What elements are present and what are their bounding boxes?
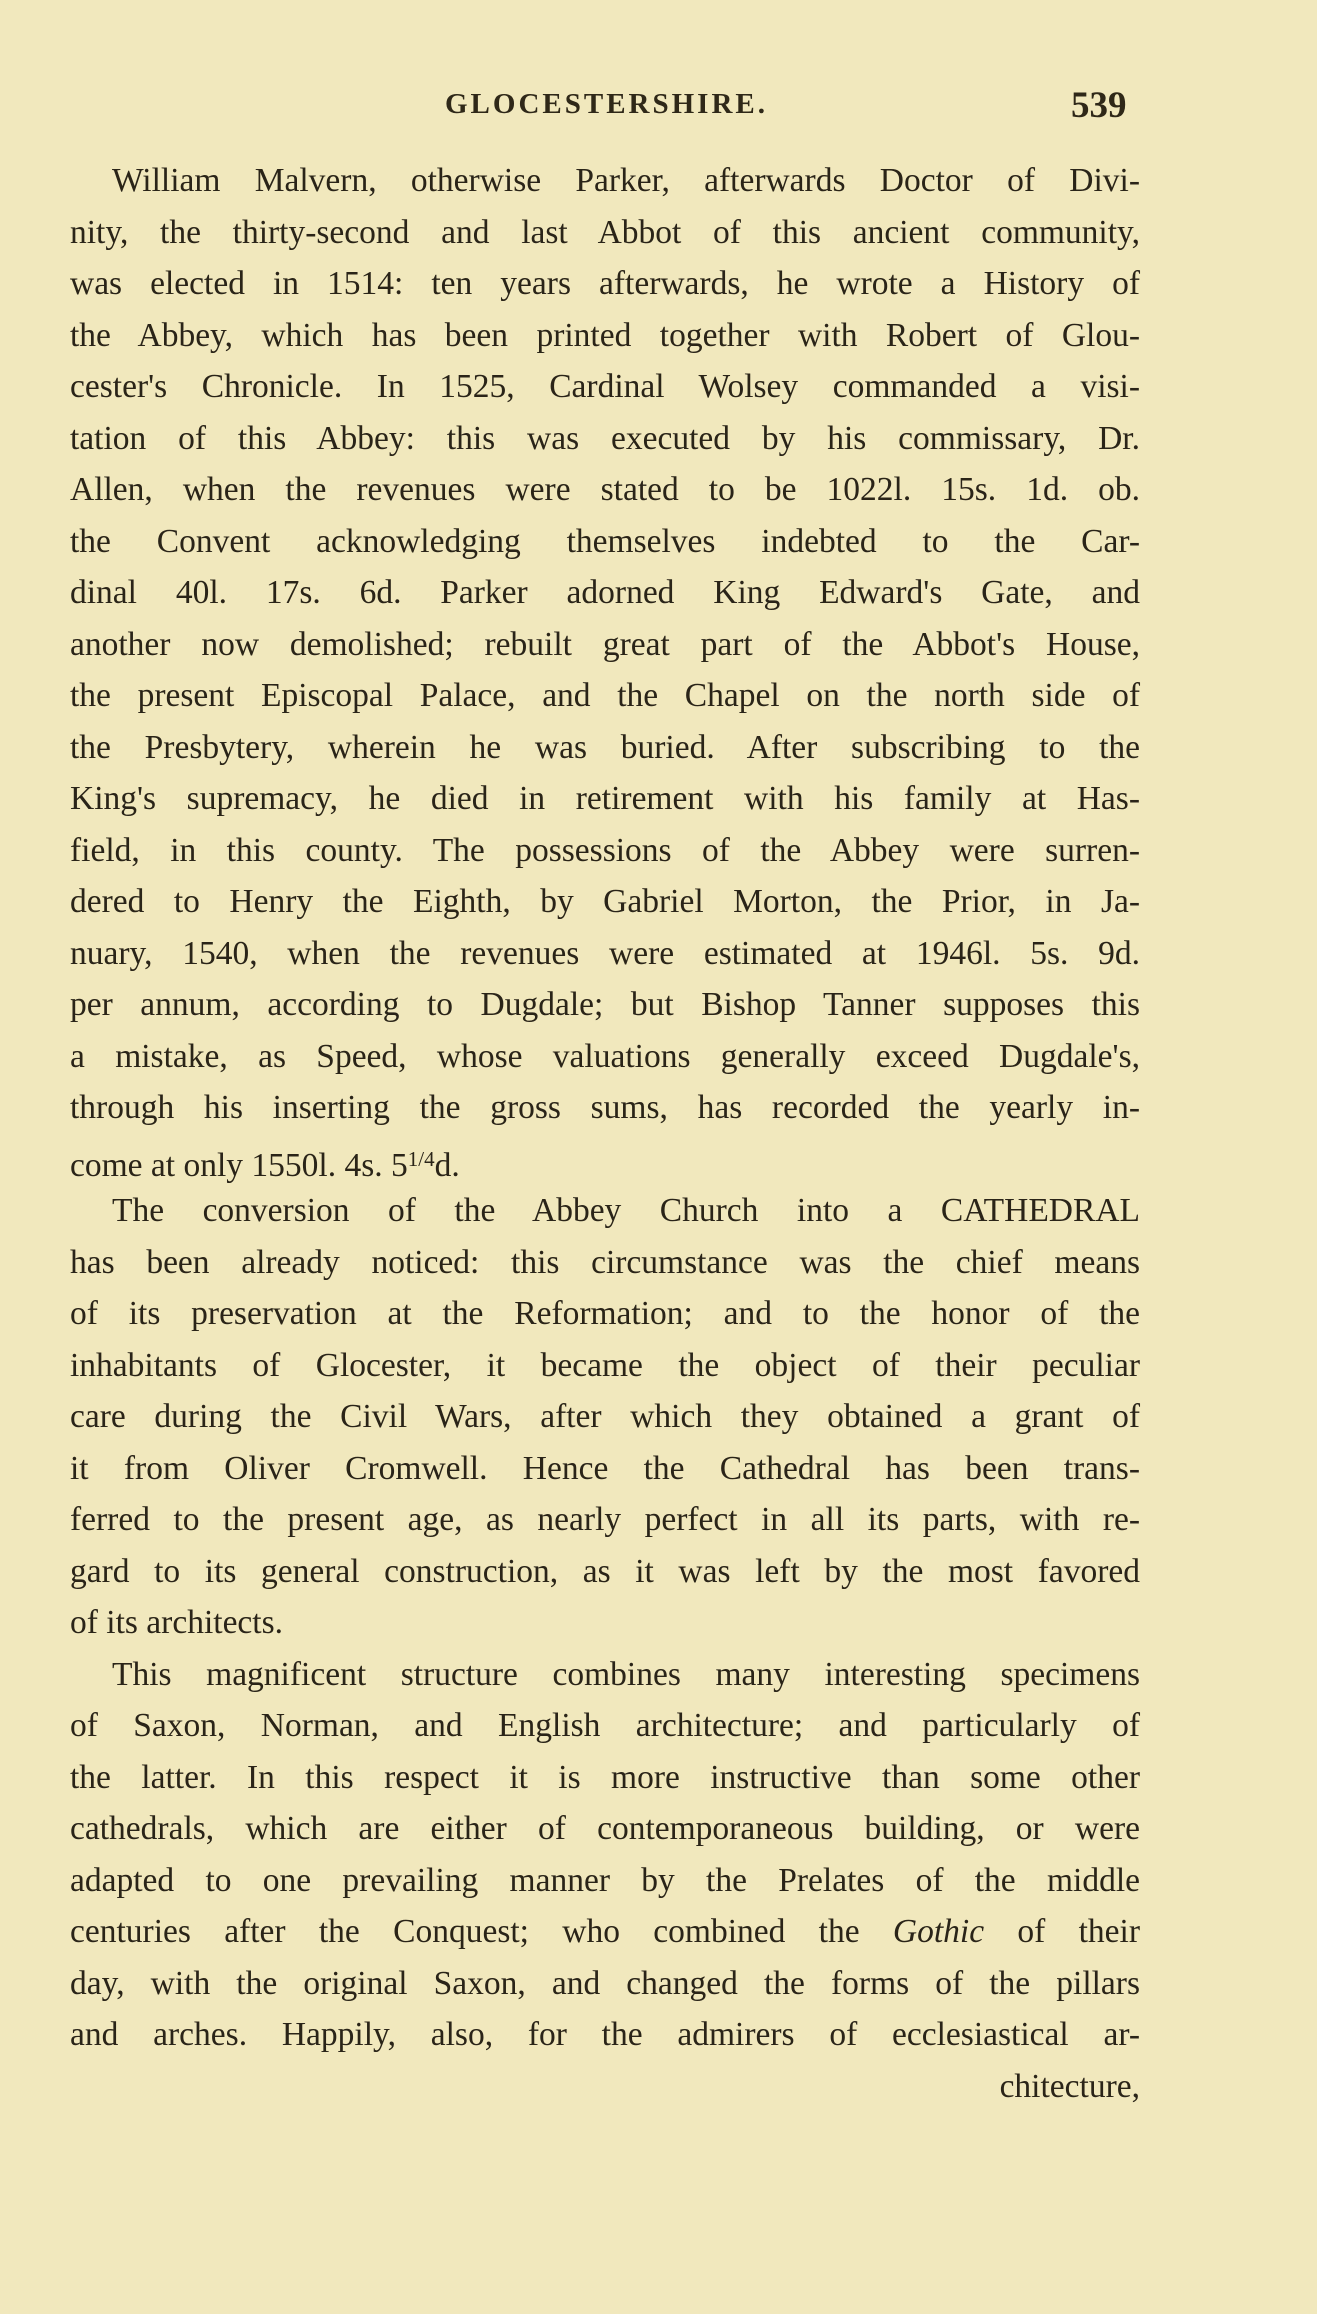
text-line: The conversion of the Abbey Church into a CATHEDRAL <box>112 1192 1140 1229</box>
text-line: field, in this county. The possessions of the Abbey were surren- <box>70 831 1140 869</box>
text-line: adapted to one prevailing manner by the Prelates of the middle <box>70 1861 1140 1899</box>
text-line: was elected in 1514: ten years afterwards, he wrote a History of <box>70 265 1140 302</box>
text-line: of its architects. <box>70 1604 284 1641</box>
text-line: per annum, according to Dugdale; but Bishop Tanner supposes this <box>70 986 1140 1023</box>
text-line: dinal 40l. 17s. 6d. Parker adorned King Edward's Gate, and <box>70 574 1140 611</box>
text-line: the Convent acknowledging themselves indebted to the Car- <box>70 522 1140 560</box>
text-line-with-fraction <box>70 1134 1140 1186</box>
text-line: cathedrals, which are either of contemporaneous building, or were <box>70 1810 1140 1847</box>
text-line: nuary, 1540, when the revenues were estimated at 1946l. 5s. 9d. <box>70 934 1140 972</box>
text-line: William Malvern, otherwise Parker, afterwards Doctor of Divi- <box>112 162 1140 199</box>
text-line: dered to Henry the Eighth, by Gabriel Morton, the Prior, in Ja- <box>70 883 1140 920</box>
text-line: and arches. Happily, also, for the admirers of ecclesiastical ar- <box>70 2016 1140 2053</box>
page-number: 539 <box>1071 85 1127 126</box>
fraction-denominator: 4 <box>424 1146 435 1171</box>
text-line-start: come at only 1550l. 4s. 5 <box>70 1146 408 1184</box>
text-line: of Saxon, Norman, and English architecture; and particularly of <box>70 1707 1140 1744</box>
running-head-title: GLOCESTERSHIRE. <box>445 88 769 120</box>
text-line-end: of their <box>984 1913 1140 1950</box>
text-line: has been already noticed: this circumstance was the chief means <box>70 1243 1140 1281</box>
text-line: of its preservation at the Reformation; and to the honor of the <box>70 1295 1140 1332</box>
text-line: nity, the thirty-second and last Abbot of this ancient community, <box>70 213 1140 251</box>
text-line: ferred to the present age, as nearly perfect in all its parts, with re- <box>70 1501 1140 1538</box>
text-line: the Abbey, which has been printed together with Robert of Glou- <box>70 316 1140 354</box>
body-text <box>70 155 1140 2112</box>
text-line: the latter. In this respect it is more instructive than some other <box>70 1758 1140 1796</box>
text-line-start: centuries after the Conquest; who combined the <box>70 1913 893 1950</box>
text-line: This magnificent structure combines many interesting specimens <box>112 1655 1140 1693</box>
text-line: a mistake, as Speed, whose valuations generally exceed Dugdale's, <box>70 1037 1140 1075</box>
text-line: through his inserting the gross sums, has recorded the yearly in- <box>70 1089 1140 1126</box>
text-line: inhabitants of Glocester, it became the object of their peculiar <box>70 1346 1140 1384</box>
text-line: care during the Civil Wars, after which they obtained a grant of <box>70 1398 1140 1435</box>
running-head <box>0 85 1317 128</box>
text-line: the Presbytery, wherein he was buried. After subscribing to the <box>70 728 1140 766</box>
text-line: it from Oliver Cromwell. Hence the Cathedral has been trans- <box>70 1449 1140 1487</box>
fraction: 1/4 <box>407 1146 435 1171</box>
italic-word: Gothic <box>892 1913 985 1950</box>
fraction-suffix: d. <box>434 1146 460 1184</box>
catchword: chitecture, <box>999 2067 1140 2105</box>
text-line: gard to its general construction, as it was left by the most favored <box>70 1552 1140 1590</box>
text-line: tation of this Abbey: this was executed by his commissary, Dr. <box>70 419 1140 457</box>
fraction-numerator: 1 <box>407 1146 419 1171</box>
text-line-with-italic <box>70 1906 1140 1958</box>
text-line: the present Episcopal Palace, and the Chapel on the north side of <box>70 677 1140 714</box>
text-line: day, with the original Saxon, and changed the forms of the pillars <box>70 1964 1140 2002</box>
text-line: another now demolished; rebuilt great part of the Abbot's House, <box>70 625 1140 663</box>
text-line: King's supremacy, he died in retirement with his family at Has- <box>70 780 1140 817</box>
text-line: Allen, when the revenues were stated to be 1022l. 15s. 1d. ob. <box>70 471 1140 508</box>
text-line: cester's Chronicle. In 1525, Cardinal Wolsey commanded a visi- <box>70 368 1140 405</box>
